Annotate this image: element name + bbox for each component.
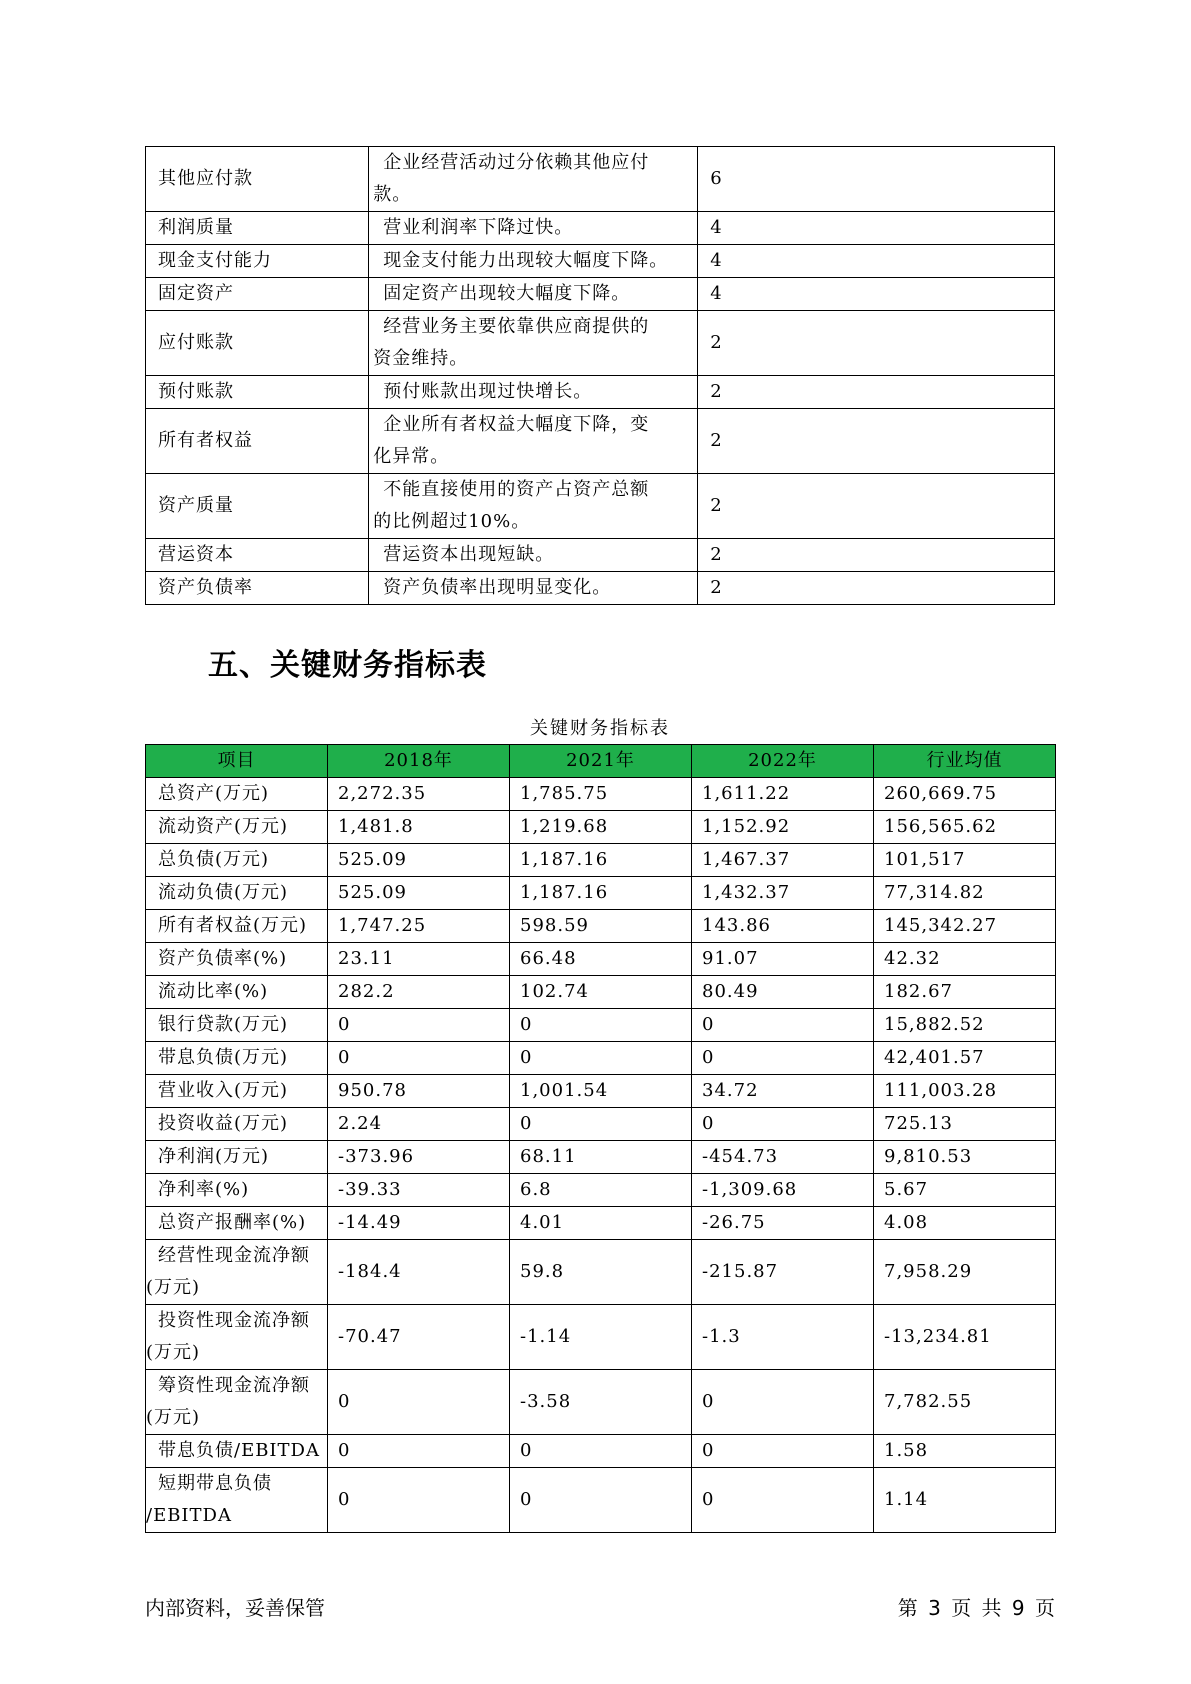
indicator-value-cell: 0 [328,1468,510,1533]
indicator-label-line: 营业收入(万元) [158,1080,289,1101]
indicator-value-cell: 1,219.68 [510,811,692,844]
indicator-label-line: 短期带息负债 [158,1473,272,1494]
indicator-value-cell: 598.59 [510,910,692,943]
indicator-value-cell: 6.8 [510,1174,692,1207]
indicator-value-cell: 0 [692,1370,874,1435]
risk-score-cell: 4 [698,212,1055,245]
risk-item-cell: 预付账款 [146,376,369,409]
table-row [146,910,1056,943]
risk-description-line: 企业经营活动过分依赖其他应付 [383,152,650,173]
indicator-value-cell: 260,669.75 [874,778,1056,811]
indicator-label-cell [146,844,328,877]
risk-score-cell: 6 [698,147,1055,212]
risk-description-cell [369,539,698,572]
risk-description-cell [369,245,698,278]
risk-description-line: 固定资产出现较大幅度下降。 [383,283,631,304]
key-financial-indicators-table [145,744,1056,1533]
table-row [146,212,1055,245]
risk-description-line: 不能直接使用的资产占资产总额 [383,479,650,500]
indicator-value-cell: 9,810.53 [874,1141,1056,1174]
risk-description-line: 企业所有者权益大幅度下降，变 [383,414,650,435]
risk-item-cell: 固定资产 [146,278,369,311]
risk-description-line: 化异常。 [373,446,450,467]
risk-description-line: 预付账款出现过快增长。 [383,381,593,402]
section-heading: 五、关键财务指标表 [208,648,487,683]
indicator-value-cell: 15,882.52 [874,1009,1056,1042]
indicator-label-cell [146,1370,328,1435]
header-cell: 2018年 [328,745,510,778]
indicator-value-cell: -1.14 [510,1305,692,1370]
indicator-label-line: 经营性现金流净额 [158,1245,310,1266]
risk-description-cell [369,311,698,376]
indicator-value-cell: 1,611.22 [692,778,874,811]
indicator-value-cell: 282.2 [328,976,510,1009]
indicator-value-cell: -215.87 [692,1240,874,1305]
indicator-value-cell: -14.49 [328,1207,510,1240]
indicator-label-cell [146,1108,328,1141]
indicator-value-cell: 7,958.29 [874,1240,1056,1305]
risk-description-cell [369,474,698,539]
indicator-value-cell: 1,001.54 [510,1075,692,1108]
table-row [146,376,1055,409]
indicator-value-cell: -3.58 [510,1370,692,1435]
indicator-label-cell [146,1435,328,1468]
header-cell: 2022年 [692,745,874,778]
indicator-value-cell: 525.09 [328,877,510,910]
risk-item-cell: 现金支付能力 [146,245,369,278]
risk-description-cell [369,376,698,409]
indicator-label-cell [146,811,328,844]
indicator-value-cell: 66.48 [510,943,692,976]
table-row [146,278,1055,311]
indicator-value-cell: 91.07 [692,943,874,976]
indicator-label-cell [146,943,328,976]
indicator-label-line: 流动比率(%) [158,981,269,1002]
risk-description-cell [369,409,698,474]
indicator-value-cell: 1,785.75 [510,778,692,811]
risk-item-cell: 利润质量 [146,212,369,245]
risk-description-line: 资金维持。 [373,348,469,369]
indicator-value-cell: 0 [692,1468,874,1533]
table-row [146,778,1056,811]
indicator-value-cell: -454.73 [692,1141,874,1174]
indicator-value-cell: 525.09 [328,844,510,877]
table-row [146,1240,1056,1305]
table-row [146,1370,1056,1435]
indicator-value-cell: 0 [510,1435,692,1468]
indicator-label-line: 总资产报酬率(%) [158,1212,307,1233]
indicator-value-cell: 42,401.57 [874,1042,1056,1075]
indicator-value-cell: 1,481.8 [328,811,510,844]
indicator-label-cell [146,1141,328,1174]
indicator-value-cell: 59.8 [510,1240,692,1305]
indicator-value-cell: 0 [692,1435,874,1468]
indicator-value-cell: 0 [692,1108,874,1141]
risk-description-line: 的比例超过10%。 [373,511,531,532]
table-row [146,1468,1056,1533]
table-row [146,1207,1056,1240]
table-row [146,245,1055,278]
header-cell: 项目 [146,745,328,778]
indicator-label-cell [146,1468,328,1533]
table-row [146,1075,1056,1108]
indicator-label-line: (万元) [146,1277,201,1298]
table-row [146,1435,1056,1468]
risk-item-cell: 所有者权益 [146,409,369,474]
indicator-value-cell: 143.86 [692,910,874,943]
indicator-label-line: 筹资性现金流净额 [158,1375,310,1396]
indicator-value-cell: 42.32 [874,943,1056,976]
indicator-label-line: 银行贷款(万元) [158,1014,289,1035]
indicator-label-line: 总资产(万元) [158,783,270,804]
indicator-value-cell: 0 [510,1108,692,1141]
table-header-row [146,745,1056,778]
indicator-value-cell: 1.58 [874,1435,1056,1468]
risk-description-line: 款。 [373,184,412,205]
indicator-value-cell: -373.96 [328,1141,510,1174]
indicator-value-cell: 156,565.62 [874,811,1056,844]
indicator-value-cell: 0 [692,1009,874,1042]
risk-score-cell: 2 [698,311,1055,376]
indicator-value-cell: 34.72 [692,1075,874,1108]
indicator-value-cell: -1,309.68 [692,1174,874,1207]
table-row [146,811,1056,844]
risk-score-cell: 2 [698,376,1055,409]
risk-description-line: 经营业务主要依靠供应商提供的 [383,316,650,337]
indicator-label-cell [146,1042,328,1075]
risk-score-cell: 2 [698,572,1055,605]
indicator-value-cell: 7,782.55 [874,1370,1056,1435]
indicator-value-cell: 2.24 [328,1108,510,1141]
risk-description-cell [369,147,698,212]
indicator-value-cell: 102.74 [510,976,692,1009]
table-row [146,1108,1056,1141]
indicator-value-cell: 145,342.27 [874,910,1056,943]
indicator-label-line: 净利润(万元) [158,1146,270,1167]
indicator-value-cell: 950.78 [328,1075,510,1108]
risk-item-cell: 应付账款 [146,311,369,376]
indicator-label-line: 净利率(%) [158,1179,250,1200]
header-cell: 行业均值 [874,745,1056,778]
risk-item-cell: 营运资本 [146,539,369,572]
indicator-label-line: 总负债(万元) [158,849,270,870]
risk-score-cell: 2 [698,474,1055,539]
indicator-value-cell: 4.01 [510,1207,692,1240]
indicator-value-cell: 182.67 [874,976,1056,1009]
indicator-value-cell: 1.14 [874,1468,1056,1533]
indicator-label-cell [146,778,328,811]
indicator-label-line: /EBITDA [146,1505,232,1526]
risk-score-cell: 2 [698,539,1055,572]
table-row [146,1009,1056,1042]
indicator-value-cell: 101,517 [874,844,1056,877]
risk-description-line: 营业利润率下降过快。 [383,217,574,238]
indicator-label-cell [146,1174,328,1207]
risk-item-cell: 其他应付款 [146,147,369,212]
indicator-label-line: 带息负债/EBITDA [158,1440,320,1461]
footer-page-number: 第 3 页 共 9 页 [897,1596,1055,1620]
indicator-value-cell: 80.49 [692,976,874,1009]
indicator-value-cell: 68.11 [510,1141,692,1174]
indicator-value-cell: 77,314.82 [874,877,1056,910]
table-row [146,976,1056,1009]
indicator-label-line: 带息负债(万元) [158,1047,289,1068]
indicator-value-cell: -1.3 [692,1305,874,1370]
table-row [146,474,1055,539]
indicator-label-line: (万元) [146,1342,201,1363]
indicator-value-cell: -26.75 [692,1207,874,1240]
risk-description-line: 现金支付能力出现较大幅度下降。 [383,250,669,271]
indicator-value-cell: 0 [328,1370,510,1435]
table-row [146,844,1056,877]
indicator-label-cell [146,1207,328,1240]
indicator-value-cell: 2,272.35 [328,778,510,811]
indicator-label-cell [146,1075,328,1108]
indicator-label-line: 资产负债率(%) [158,948,288,969]
risk-description-line: 营运资本出现短缺。 [383,544,555,565]
indicator-label-line: 流动负债(万元) [158,882,289,903]
indicator-value-cell: -70.47 [328,1305,510,1370]
table-row [146,409,1055,474]
indicator-value-cell: 0 [328,1009,510,1042]
risk-table [145,146,1055,605]
indicator-value-cell: 23.11 [328,943,510,976]
table-row [146,1305,1056,1370]
indicator-value-cell: -39.33 [328,1174,510,1207]
risk-item-cell: 资产负债率 [146,572,369,605]
indicator-value-cell: 1,187.16 [510,844,692,877]
indicator-value-cell: 0 [510,1009,692,1042]
indicator-label-cell [146,976,328,1009]
risk-score-cell: 2 [698,409,1055,474]
header-cell: 2021年 [510,745,692,778]
indicator-value-cell: 0 [328,1042,510,1075]
risk-description-cell [369,572,698,605]
table-row [146,1042,1056,1075]
risk-description-cell [369,212,698,245]
table-row [146,1174,1056,1207]
indicator-value-cell: 1,187.16 [510,877,692,910]
indicator-label-line: 流动资产(万元) [158,816,289,837]
indicator-value-cell: -184.4 [328,1240,510,1305]
risk-score-cell: 4 [698,278,1055,311]
indicator-label-cell [146,1240,328,1305]
indicator-value-cell: 5.67 [874,1174,1056,1207]
indicator-value-cell: 0 [510,1468,692,1533]
indicator-value-cell: 1,467.37 [692,844,874,877]
risk-score-cell: 4 [698,245,1055,278]
indicator-label-cell [146,1305,328,1370]
indicator-value-cell: 0 [692,1042,874,1075]
table-row [146,943,1056,976]
indicator-value-cell: 0 [510,1042,692,1075]
risk-description-line: 资产负债率出现明显变化。 [383,577,612,598]
indicator-label-line: 所有者权益(万元) [158,915,308,936]
table-row [146,311,1055,376]
indicator-label-line: 投资性现金流净额 [158,1310,310,1331]
indicator-value-cell: 111,003.28 [874,1075,1056,1108]
table-row [146,877,1056,910]
indicator-value-cell: 725.13 [874,1108,1056,1141]
indicator-value-cell: -13,234.81 [874,1305,1056,1370]
indicator-label-cell [146,1009,328,1042]
risk-item-cell: 资产质量 [146,474,369,539]
indicator-label-cell [146,910,328,943]
table-row [146,1141,1056,1174]
indicator-value-cell: 0 [328,1435,510,1468]
footer-confidential-note: 内部资料，妥善保管 [145,1596,325,1620]
indicator-value-cell: 1,747.25 [328,910,510,943]
table-row [146,147,1055,212]
indicator-value-cell: 1,432.37 [692,877,874,910]
table-row [146,539,1055,572]
indicator-value-cell: 4.08 [874,1207,1056,1240]
risk-description-cell [369,278,698,311]
indicator-label-cell [146,877,328,910]
indicator-value-cell: 1,152.92 [692,811,874,844]
table-row [146,572,1055,605]
indicator-label-line: 投资收益(万元) [158,1113,289,1134]
indicator-label-line: (万元) [146,1407,201,1428]
table-caption: 关键财务指标表 [530,718,670,739]
